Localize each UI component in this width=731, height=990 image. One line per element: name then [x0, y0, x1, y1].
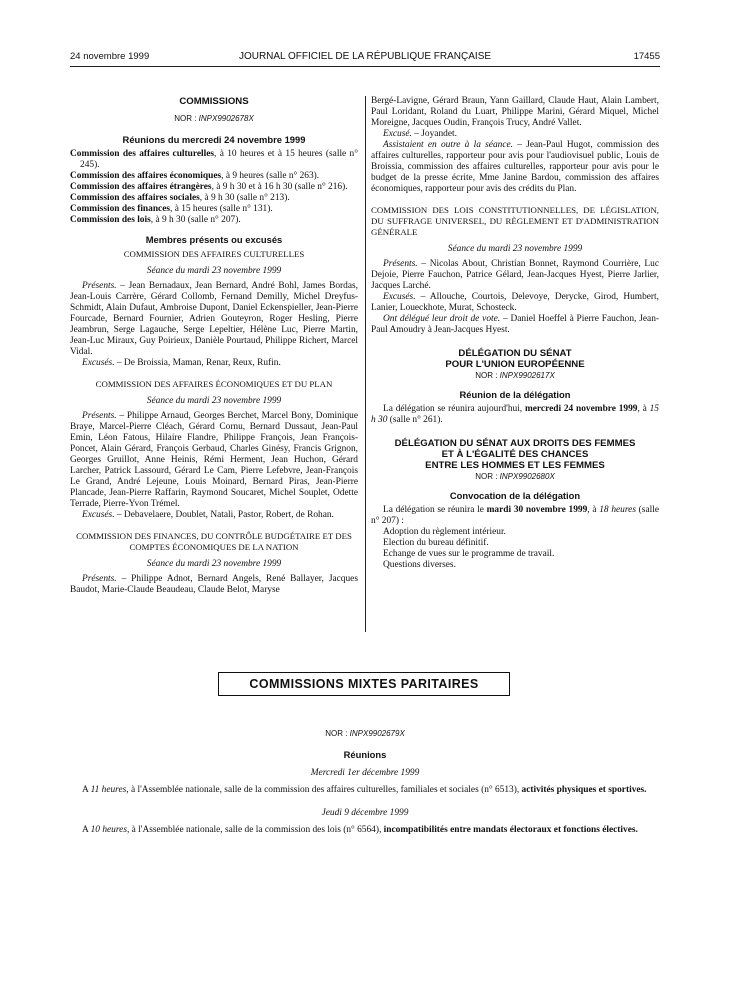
presents-paragraph: [70, 281, 358, 358]
presents-continuation: Bergé-Lavigne, Gérard Braun, Yann Gaillard, Claude Haut, Alain Lambert, Paul Loridant, Roland du Luart, Philippe Marini, Gérard Miquel, Michel Moreigne, Jacques Oudin, François Trucy, André Vallet.: [371, 96, 659, 128]
text-subject: activités physiques et sportives.: [521, 785, 647, 795]
presents-paragraph: [371, 259, 659, 292]
presents-text: – Nicolas About, Christian Bonnet, Raymond Courrière, Luc Dejoie, Pierre Fauchon, Patrice Gélard, Jean-Jacques Hyest, Pierre Jarlier, Jacques Larché.: [371, 259, 659, 291]
text-part: A: [82, 785, 91, 795]
nor-label: NOR :: [325, 729, 350, 738]
reunion-details: , à 9 heures (salle n° 263).: [221, 171, 320, 181]
text-part: , à l'Assemblée nationale, salle de la commission des affaires culturelles, familiales et sociales (n° 6513),: [126, 785, 522, 795]
text-part: , à: [587, 505, 600, 515]
presents-label: Présents.: [82, 574, 117, 584]
assistaient-text: – Jean-Paul Hugot, commission des affaires culturelles, rapporteur pour avis pour l'audiovisuel public, Louis de Broissia, commission des affaires culturelles, rapporteur pour avis pour le budget de la presse écrite, Mme Janine Bardou, commission des affaires économiques, rapporteur pour avis des crédits du Plan.: [371, 140, 660, 194]
nor-label: NOR :: [174, 114, 199, 123]
reunion-details: , à 15 heures (salle n° 131).: [170, 204, 273, 214]
meeting-date: Mercredi 1er décembre 1999: [310, 768, 420, 778]
reunion-item: [70, 182, 358, 193]
delegation-title: [371, 438, 659, 471]
text-date: mardi 30 novembre 1999: [486, 505, 588, 515]
reunion-details: , à 9 h 30 et à 16 h 30 (salle n° 216).: [211, 182, 348, 192]
excuses-label: Excusés.: [82, 358, 115, 368]
seance-date: Séance du mardi 23 novembre 1999: [146, 396, 282, 406]
reunion-commission: Commission des affaires culturelles: [70, 149, 215, 159]
commissions-title: COMMISSIONS: [179, 96, 249, 107]
reunion-commission: Commission des affaires économiques: [70, 171, 222, 181]
reunion-item: [70, 193, 358, 204]
presents-label: Présents.: [383, 259, 418, 269]
page-header: [70, 51, 660, 65]
page-number: 17455: [633, 51, 660, 62]
seance-date: Séance du mardi 23 novembre 1999: [447, 244, 583, 254]
excuses-text: – Debavelaere, Doublet, Natali, Pastor, Robert, de Rohan.: [114, 510, 334, 520]
delegation-title: [371, 348, 659, 370]
reunion-commission: Commission des affaires étrangères: [70, 182, 212, 192]
nor-label: NOR :: [475, 472, 500, 481]
delegation-title-line: ET À L'ÉGALITÉ DES CHANCES: [441, 449, 589, 460]
delegation-title-line: DÉLÉGATION DU SÉNAT AUX DROITS DES FEMMES: [394, 438, 636, 449]
presents-label: Présents.: [82, 411, 117, 421]
nor-code: INPX9902679X: [349, 729, 405, 738]
nor-line: [371, 370, 659, 381]
nor-line: [70, 728, 660, 739]
cmp-title-box: COMMISSIONS MIXTES PARITAIRES: [218, 672, 510, 696]
commission-name: COMMISSION DES FINANCES, DU CONTRÔLE BUDGÉTAIRE ET DES COMPTES ÉCONOMIQUES DE LA NATION: [76, 531, 352, 552]
presents-paragraph: [70, 411, 358, 510]
reunion-item: [70, 204, 358, 215]
commission-name: COMMISSION DES AFFAIRES ÉCONOMIQUES ET DU PLAN: [95, 379, 333, 389]
text-part: , à l'Assemblée nationale, salle de la commission des lois (n° 6564),: [126, 825, 384, 835]
reunions-heading: Réunions: [343, 749, 387, 760]
presents-label: Présents.: [82, 281, 117, 291]
column-separator: [365, 96, 366, 632]
commission-name: COMMISSION DES LOIS CONSTITUTIONNELLES, DE LÉGISLATION, DU SUFFRAGE UNIVERSEL, DU RÈGLEMENT ET D'ADMINISTRATION GÉNÉRALE: [371, 205, 659, 237]
nor-code: INPX9902617X: [499, 371, 555, 380]
text-part: (salle n° 207) :: [371, 505, 659, 526]
header-date: 24 novembre 1999: [70, 51, 150, 62]
convocation-title: Convocation de la délégation: [449, 490, 581, 501]
presents-text: – Philippe Arnaud, Georges Berchet, Marcel Bony, Dominique Braye, Marcel-Pierre Cléach, Gérard Cornu, Bernard Dussaut, Jean-Paul Emin, Léon Fatous, Hilaire Flandre, Philippe François, Jean François-Poncet, Alain Gérard, François Gerbaud, Charles Ginésy, Francis Grignon, Georges Gruillot, Anne Heinis, Rémi Herment, Jean Huchon, Gérard Larcher, Patrick Lassourd, Gérard Le Cam, Pierre Lefebvre, Jean-François Le Grand, André Lejeune, Louis Moinard, Bernard Piras, Jean-Pierre Plancade, Jean-Pierre Raffarin, Raymond Soucaret, Michel Souplet, Odette Terrade, Pierre-Yvon Trémel.: [70, 411, 358, 509]
meeting-paragraph: [70, 825, 660, 836]
reunion-delegation-title: Réunion de la délégation: [459, 389, 571, 400]
seance-date: Séance du mardi 23 novembre 1999: [146, 266, 282, 276]
left-column: [70, 96, 358, 596]
reunion-details: , à 10 heures et à 15 heures (salle n° 245).: [80, 149, 358, 170]
text-part: La délégation se réunira le: [383, 505, 487, 515]
excuses-text: – De Broissia, Maman, Renar, Reux, Rufin.: [114, 358, 281, 368]
excuses-paragraph: [371, 292, 659, 314]
reunion-commission: Commission des affaires sociales: [70, 193, 200, 203]
cmp-section: [70, 728, 660, 836]
text-time: 10 heures: [90, 825, 127, 835]
agenda-item: Election du bureau définitif.: [383, 538, 489, 548]
reunion-item: [70, 171, 358, 182]
nor-line: [371, 471, 659, 482]
text-part: (salle n° 261).: [387, 415, 443, 425]
text-date: mercredi 24 novembre 1999: [524, 404, 638, 414]
agenda-item: Questions diverses.: [383, 560, 456, 570]
delegation-title-line: ENTRE LES HOMMES ET LES FEMMES: [425, 460, 605, 471]
header-rule: [70, 66, 660, 67]
text-time: 11 heures: [90, 785, 127, 795]
presents-text: – Jean Bernadaux, Jean Bernard, André Bohl, James Bordas, Jean-Louis Carrère, Gérard Collomb, Fernand Demilly, Michel Dreyfus-Schmidt, Alain Dufaut, Ambroise Dupont, Daniel Eckenspieller, Jean-Pierre Fourcade, Bernard Fournier, Adrien Gouteyron, Roger Hesling, Pierre Jeambrun, Serge Lagauche, Serge Lepeltier, Hélène Luc, Pierre Martin, Jean-Luc Miraux, Guy Poirieux, Danièle Pourtaud, Philippe Richert, Marcel Vidal.: [70, 281, 358, 357]
text-part: La délégation se réunira aujourd'hui,: [383, 404, 525, 414]
reunion-details: , à 9 h 30 (salle n° 213).: [199, 193, 290, 203]
excuses-text: – Allouche, Courtois, Delevoye, Derycke, Girod, Humbert, Lanier, Loueckhote, Murat, Schosteck.: [371, 292, 659, 313]
right-column: [371, 96, 659, 571]
agenda-item: Echange de vues sur le programme de travail.: [383, 549, 555, 559]
text-subject: incompatibilités entre mandats électoraux et fonctions électives.: [383, 825, 638, 835]
presents-paragraph: [70, 574, 358, 596]
nor-code: INPX9902680X: [499, 472, 555, 481]
agenda-item: Adoption du règlement intérieur.: [383, 527, 506, 537]
excuses-label: Excusés.: [82, 510, 115, 520]
assistaient-label: Assistaient en outre à la séance.: [383, 140, 514, 150]
excuse-text: – Joyandet.: [411, 129, 457, 139]
journal-title: JOURNAL OFFICIEL DE LA RÉPUBLIQUE FRANÇAISE: [238, 51, 492, 62]
excuses-label: Excusés.: [383, 292, 416, 302]
assistaient-paragraph: [371, 140, 659, 195]
reunion-item: [70, 149, 358, 171]
delegation-title-line: POUR L'UNION EUROPÉENNE: [445, 359, 585, 370]
delegation-title-line: DÉLÉGATION DU SÉNAT: [458, 348, 572, 359]
presents-text: – Philippe Adnot, Bernard Angels, René Ballayer, Jacques Baudot, Marie-Claude Beaudeau, Claude Belot, Maryse: [70, 574, 358, 595]
commission-name: COMMISSION DES AFFAIRES CULTURELLES: [123, 249, 305, 259]
text-part: A: [82, 825, 91, 835]
excuse-paragraph: [371, 129, 659, 140]
convocation-paragraph: [371, 505, 659, 527]
text-time: 18 heures: [599, 505, 636, 515]
nor-line: [70, 113, 358, 124]
delegation-paragraph: [371, 404, 659, 426]
nor-label: NOR :: [475, 371, 500, 380]
delegue-text: – Daniel Hoeffel à Pierre Fauchon, Jean-Paul Amoudry à Jean-Jacques Hyest.: [371, 314, 660, 335]
reunion-commission: Commission des finances: [70, 204, 171, 214]
delegue-label: Ont délégué leur droit de vote.: [383, 314, 501, 324]
reunion-commission: Commission des lois: [70, 215, 151, 225]
reunion-item: [70, 215, 358, 226]
reunion-details: , à 9 h 30 (salle n° 207).: [150, 215, 241, 225]
membres-title: Membres présents ou excusés: [145, 234, 283, 245]
text-time: 15 h 30: [371, 404, 659, 425]
delegue-paragraph: [371, 314, 659, 336]
seance-date: Séance du mardi 23 novembre 1999: [146, 559, 282, 569]
excuses-paragraph: [70, 510, 358, 521]
meeting-date: Jeudi 9 décembre 1999: [321, 808, 409, 818]
meeting-paragraph: [70, 785, 660, 796]
reunions-list: [70, 149, 358, 226]
nor-code: INPX9902678X: [198, 114, 254, 123]
excuse-label: Excusé.: [383, 129, 412, 139]
agenda-list: [371, 527, 659, 571]
reunions-title: Réunions du mercredi 24 novembre 1999: [122, 134, 306, 145]
excuses-paragraph: [70, 358, 358, 369]
text-part: , à: [637, 404, 650, 414]
